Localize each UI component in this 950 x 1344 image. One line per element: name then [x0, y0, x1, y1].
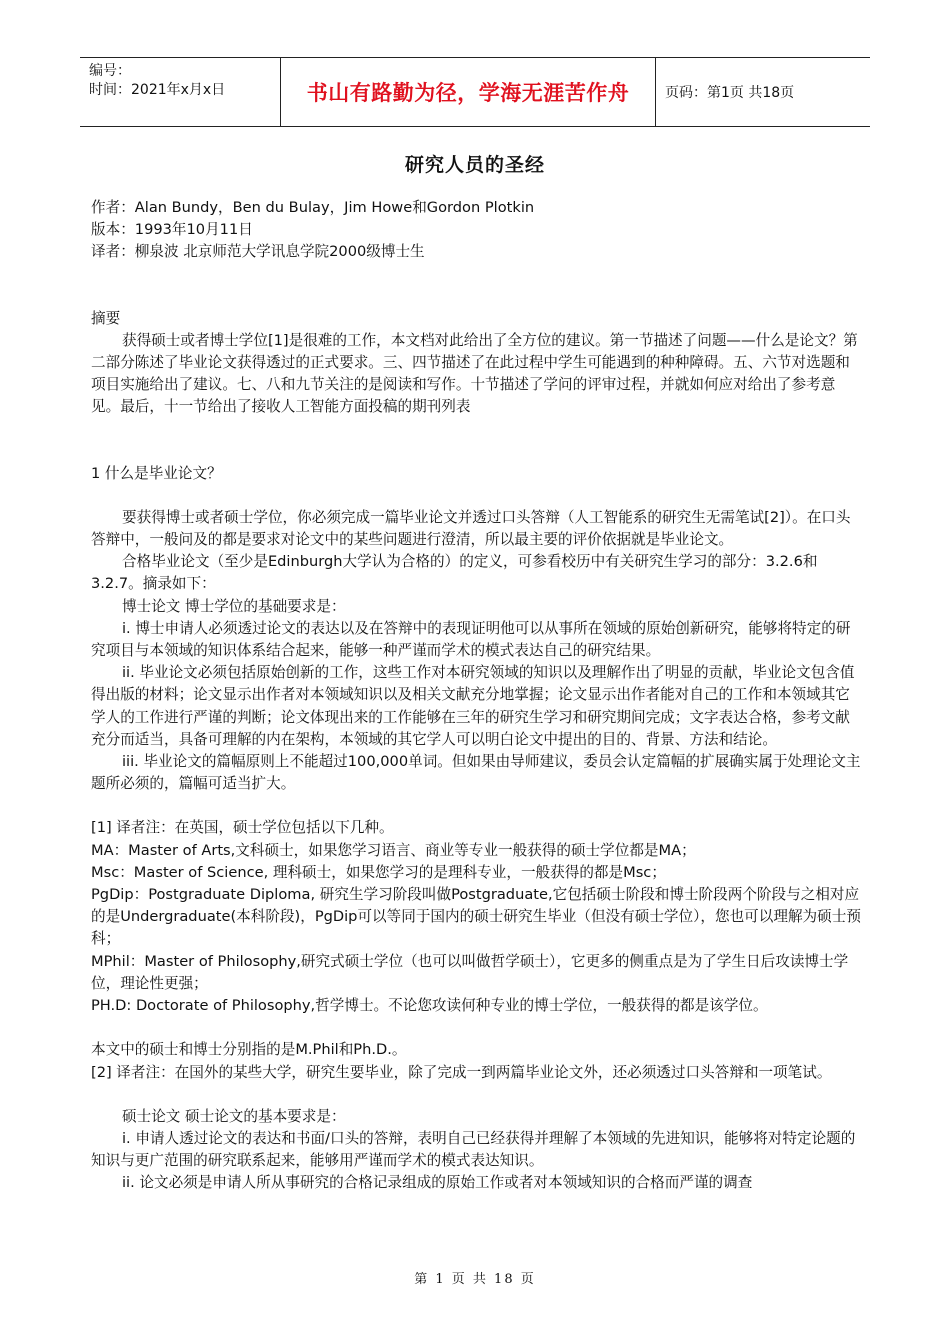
- page-code: 页码：第1页 共18页: [665, 85, 795, 101]
- document-body: [91, 197, 863, 1195]
- abstract-paragraph: 获得硕士或者博士学位[1]是很难的工作，本文档对此给出了全方位的建议。第一节描述了问题——什么是论文？第二部分陈述了毕业论文获得透过的正式要求。三、四节描述了在此过程中学生可能遇到的种种障碍。五、六节对选题和项目实施给出了建议。七、八和九节关注的是阅读和写作。十节描述了学问的评审过程，并就如何应对给出了参考意见。最后，十一节给出了接收人工智能方面投稿的期刊列表: [91, 331, 858, 416]
- paragraph: ii. 论文必须是申请人所从事研究的合格记录组成的原始工作或者对本领域知识的合格而严谨的调查: [122, 1174, 753, 1192]
- header-table: [80, 57, 870, 127]
- paragraph: 硕士论文 硕士论文的基本要求是：: [122, 1107, 346, 1125]
- header-meta-cell: [80, 58, 281, 126]
- page-footer: 第 1 页 共 18 页: [414, 1272, 536, 1287]
- translator-line: 译者：柳泉波 北京师范大学讯息学院2000级博士生: [91, 243, 425, 261]
- footnote-line: Msc：Master of Science, 理科硕士，如果您学习的是理科专业，一般获得的都是Msc；: [91, 863, 666, 881]
- number-label: 编号：: [89, 63, 131, 79]
- time-label: 时间：2021年x月x日: [89, 82, 226, 98]
- footnote-line: PH.D: Doctorate of Philosophy,哲学博士。不论您攻读何种专业的博士学位，一般获得的都是该学位。: [91, 997, 768, 1015]
- paragraph: 要获得博士或者硕士学位，你必须完成一篇毕业论文并透过口头答辩（人工智能系的研究生无需笔试[2]）。在口头答辩中，一般问及的都是要求对论文中的某些问题进行澄清，所以最主要的评价依据就是毕业论文。: [91, 508, 851, 549]
- footnote-line: [1] 译者注：在英国，硕士学位包括以下几种。: [91, 819, 394, 837]
- paragraph: ii. 毕业论文必须包括原始创新的工作，这些工作对本研究领域的知识以及理解作出了明显的贡献，毕业论文包含值得出版的材料；论文显示出作者对本领域知识以及相关文献充分地掌握；论文显示出作者能对自己的工作和本领域其它学人的工作进行严谨的判断；论文体现出来的工作能够在三年的研究生学习和研究期间完成；文字表达合格，参考文献充分而适当，具备可理解的内在架构，本领域的其它学人可以明白论文中提出的目的、背景、方法和结论。: [91, 664, 855, 748]
- version-line: 版本：1993年10月11日: [91, 221, 253, 239]
- paragraph: i. 申请人透过论文的表达和书面/口头的答辩，表明自己已经获得并理解了本领域的先进知识，能够将对特定论题的知识与更广范围的研究联系起来，能够用严谨而学术的模式表达知识。: [91, 1129, 856, 1170]
- motto: 书山有路勤为径，学海无涯苦作舟: [281, 58, 656, 126]
- footnote-line: [2] 译者注：在国外的某些大学，研究生要毕业，除了完成一到两篇毕业论文外，还必须透过口头答辩和一项笔试。: [91, 1063, 832, 1081]
- section-heading: 1 什么是毕业论文？: [91, 464, 222, 482]
- paragraph: iii. 毕业论文的篇幅原则上不能超过100,000单词。但如果由导师建议，委员会认定篇幅的扩展确实属于处理论文主题所必须的，篇幅可适当扩大。: [91, 753, 861, 793]
- authors-line: 作者：Alan Bundy，Ben du Bulay，Jim Howe和Gordon Plotkin: [91, 199, 535, 216]
- paragraph: i. 博士申请人必须透过论文的表达以及在答辩中的表现证明他可以从事所在领域的原始创新研究，能够将特定的研究项目与本领域的知识体系结合起来，能够一种严谨而学术的模式表达自己的研究结果。: [91, 619, 851, 660]
- page-title: 研究人员的圣经: [404, 154, 545, 176]
- footnote-line: 本文中的硕士和博士分别指的是M.Phil和Ph.D.。: [91, 1041, 407, 1059]
- paragraph: 合格毕业论文（至少是Edinburgh大学认为合格的）的定义，可参看校历中有关研究生学习的部分：3.2.6和3.2.7。摘录如下：: [91, 553, 818, 593]
- paragraph: 博士论文 博士学位的基础要求是：: [122, 597, 346, 615]
- footnote-line: MA：Master of Arts,文科硕士，如果您学习语言、商业等专业一般获得的硕士学位都是MA；: [91, 841, 696, 859]
- footnote-line: MPhil：Master of Philosophy,研究式硕士学位（也可以叫做哲学硕士），它更多的侧重点是为了学生日后攻读博士学位，理论性更强；: [91, 952, 849, 992]
- footnote-line: PgDip：Postgraduate Diploma, 研究生学习阶段叫做Postgraduate,它包括硕士阶段和博士阶段两个阶段与之相对应的是Undergraduate(本科阶段)，PgDip可以等同于国内的硕士研究生毕业（但没有硕士学位），您也可以理解为硕士预科；: [91, 886, 861, 948]
- abstract-heading: 摘要: [91, 309, 121, 327]
